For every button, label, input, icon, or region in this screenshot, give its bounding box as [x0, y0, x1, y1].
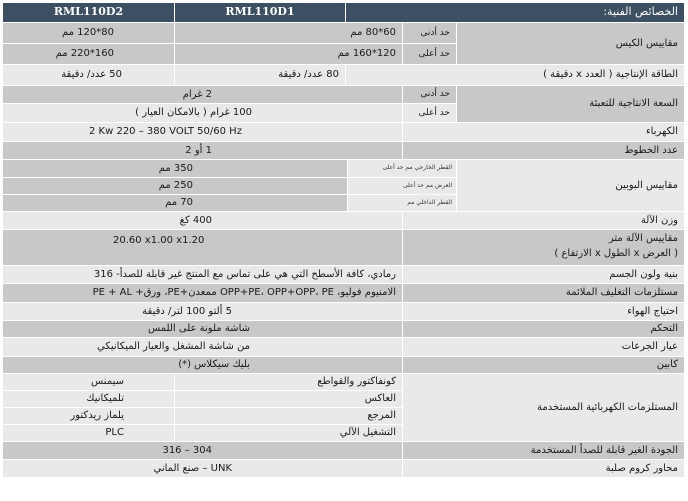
electrical-label: المستلزمات الكهربائية المستخدمة [403, 374, 685, 442]
capacity-label: الطاقة الإنتاجية ( العدد x دقيقة ) [346, 65, 685, 86]
fill-max-label: حد أعلى [403, 104, 457, 123]
dimensions-label-line2: ( العرض x الطول x الارتفاع ) [554, 247, 678, 259]
shafts-value: UNK – صنع الماني [3, 460, 403, 478]
electrical-brand: سيمنس [3, 374, 175, 391]
bag-min-d1: 60*80 مم [175, 23, 403, 44]
shafts-label: محاور كروم صلبة [403, 460, 685, 478]
column-header-d1: RML110D1 [175, 3, 346, 23]
electrical-brand: يلماز ريدكتور [3, 408, 175, 425]
weight-label: وزن الآلة [403, 212, 685, 230]
dimensions-label [403, 230, 685, 266]
weight-value: 400 كغ [3, 212, 403, 230]
fill-min-value: 2 غرام [3, 86, 403, 104]
electrical-brand: PLC [3, 425, 175, 442]
electrical-brand: تلميكانيك [3, 391, 175, 408]
quality-value: 304 – 316 [3, 442, 403, 460]
electrical-item: كونفاكتور والقواطع [175, 374, 403, 391]
fill-max-value: 100 غرام ( بالامكان العيار ) [3, 104, 403, 123]
electrical-item: العاكس [175, 391, 403, 408]
power-label: الكهرباء [403, 123, 685, 142]
cabin-value: بليك سيكلاس (*) [3, 357, 403, 374]
lines-value: 1 أو 2 [3, 142, 403, 160]
dimensions-label-line1: مقاييس الآلة متر [608, 233, 678, 244]
bobbin-outer-label: القطر الخارجي مم حد أعلى [348, 160, 457, 178]
electrical-item: المرجع [175, 408, 403, 425]
electrical-item: التشغيل الآلي [175, 425, 403, 442]
air-value: 5 ألتو 100 لتر/ دقيقة [3, 303, 403, 321]
lines-label: عدد الخطوط [403, 142, 685, 160]
capacity-d1: 80 عدد/ دقيقة [175, 65, 346, 86]
packaging-value: الامنيوم فوليو، OPP+PE، OPP+OPP، PE ممعدن+PE، ورق+ PE + AL [3, 284, 403, 303]
air-label: احتياج الهواء [403, 303, 685, 321]
bobbin-inner-value: 70 مم [3, 195, 348, 212]
table-title-text: الخصائص الفنية: [603, 5, 678, 19]
dimensions-value: 20.60 x1.00 x1.20 [3, 230, 403, 266]
bag-max-d1: 120*160 مم [175, 44, 403, 65]
bag-min-label: حد أدنى [403, 23, 457, 44]
bag-max-d2: 160*220 مم [3, 44, 175, 65]
spec-table [3, 3, 685, 497]
bobbin-inner-label: القطر الداخلي مم [348, 195, 457, 212]
bag-min-d2: 80*120 مم [3, 23, 175, 44]
table-title [346, 3, 685, 23]
bobbin-width-label: العرض مم حد أعلى [348, 178, 457, 195]
fill-capacity-label: السعة الانتاجية للتعبئة [457, 86, 685, 123]
fill-min-label: حد أدنى [403, 86, 457, 104]
bobbin-outer-value: 350 مم [3, 160, 348, 178]
control-label: التحكم [403, 321, 685, 338]
bobbin-label: مقاييس البوبين [457, 160, 685, 212]
body-value: رمادي، كافة الأسطح التي هي على تماس مع المنتج غير قابلة للصدأ- 316 [3, 266, 403, 284]
capacity-d2: 50 عدد/ دقيقة [3, 65, 175, 86]
dose-label: عيار الجرعات [403, 338, 685, 357]
column-header-d2: RML110D2 [3, 3, 175, 23]
bag-max-label: حد أعلى [403, 44, 457, 65]
body-label: بنية ولون الجسم [403, 266, 685, 284]
packaging-label: مستلزمات التغليف الملائمة [403, 284, 685, 303]
cabin-label: كابين [403, 357, 685, 374]
dose-value: من شاشة المشغل والعيار الميكانيكي [3, 338, 403, 357]
quality-label: الجودة الغير قابلة للصدأ المستخدمة [403, 442, 685, 460]
power-value: 2 Kw 220 – 380 VOLT 50/60 Hz [3, 123, 403, 142]
control-value: شاشة ملونة على اللمس [3, 321, 403, 338]
bag-size-label: مقاييس الكيس [457, 23, 685, 65]
bobbin-width-value: 250 مم [3, 178, 348, 195]
